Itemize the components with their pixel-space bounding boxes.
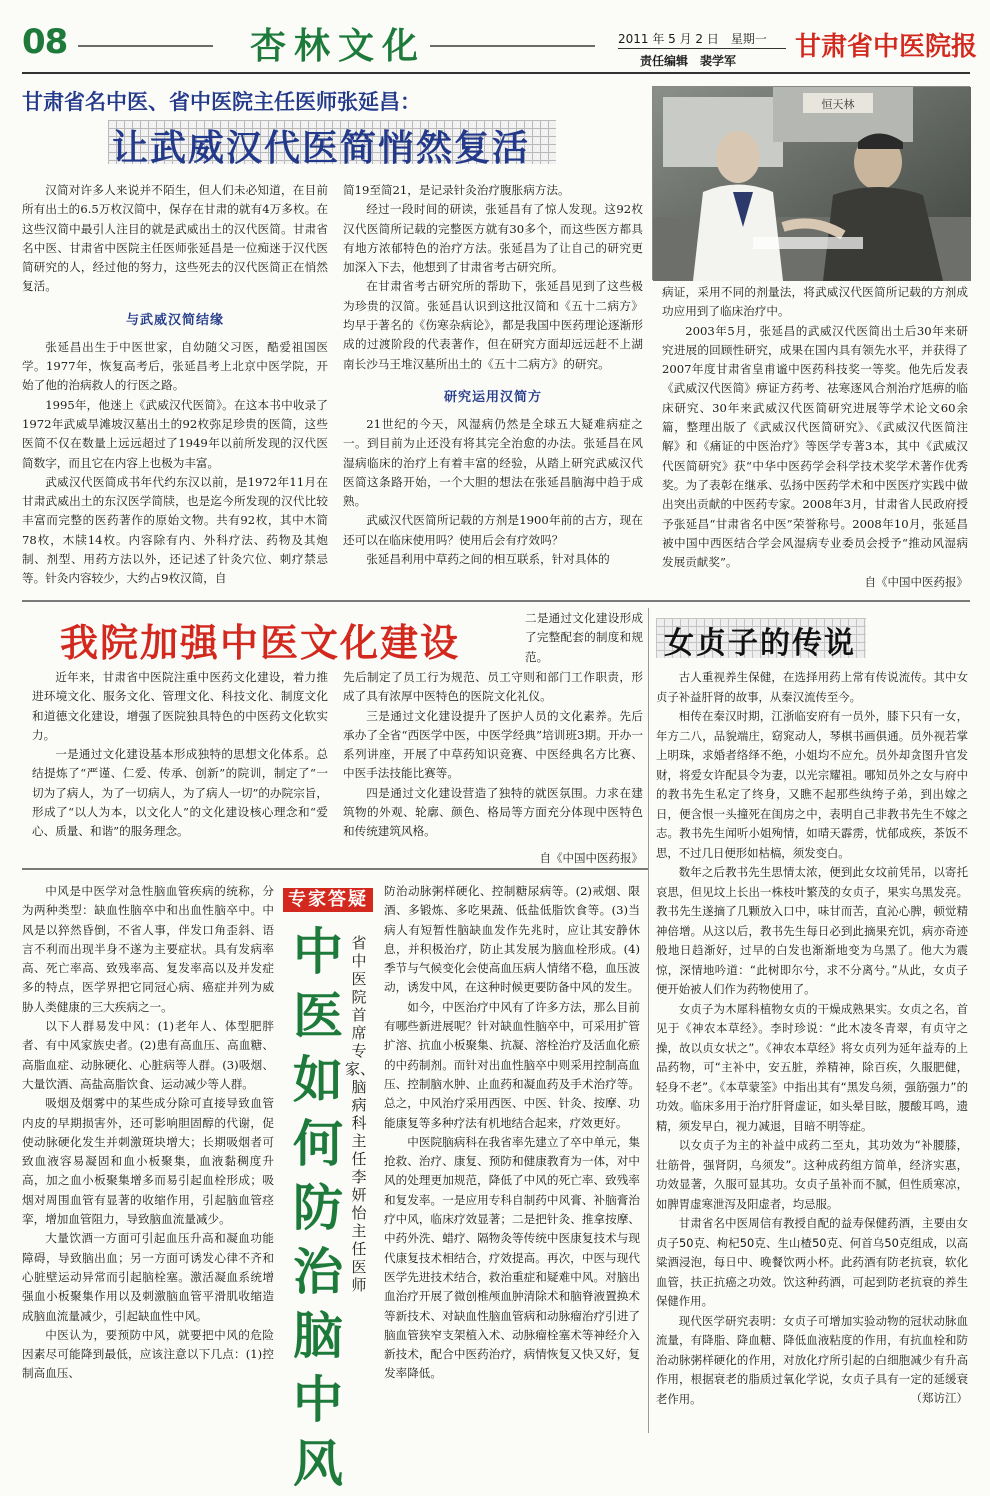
editor-credit: 责任编辑 裴学军 [640,54,737,68]
article2-title: 我院加强中医文化建设 [60,621,461,665]
a3-col2-para-1: 防治动脉粥样硬化、控制糖尿病等。(2)戒烟、限酒、多锻炼、多吃果蔬、低盐低脂饮食等。(3)当病人有短暂性脑缺血发作先兆时，应让其安静休息，并积极治疗，防止其发展为脑血栓形成。(4)季节与气候变化会使高血压病人情绪不稳，血压波动，诱发中风，在这种时候更要防备中风的发生。 [384,884,640,995]
a1-col1b-para-3: 武威汉代医简成书年代约东汉以前，是1972年11月在甘肃武威出土的东汉医学简牍，也是迄今所发现的汉代比较丰富而完整的医药著作的原始文物。共有92枚，其中木简78枚，木牍14枚。内容除有内、外科疗法、药物及其炮制、剂型、用药方法以外，还记述了针灸穴位、刺疗禁忌等。针灸内容较少，大约占9枚汉简，自 [22,474,328,586]
article3-byline: 省中医院首席专家、脑病科主任 李妍怡主任医师 [345,934,382,1294]
article1-column-3 [662,283,968,590]
a4-para-1: 古人重视养生保健，在选择用药上常有传说流传。其中女贞子补益肝肾的故事，从秦汉流传至今。 [656,670,968,704]
article1-column-2 [343,181,643,569]
a2-col2-para-2: 三是通过文化建设提升了医护人员的文化素养。先后承办了全省“西医学中医，中医学经典”培训班3期。开办一系列讲座，开展了中草药知识竞赛、中医经典名方比赛、中医手法技能比赛等。 [343,708,643,781]
masthead-rule-left [78,45,213,47]
a4-para-6: 甘肃省名中医周信有教授自配的益寿保健药酒，主要由女贞子50克、枸杞50克、生山楂50克、何首乌50克组成，以高粱酒浸泡，每日中、晚餐饮两小杯。此药酒有防老抗衰，软化血管，扶正抗癌之功效。饮这种药酒，可起到防老抗衰的养生保健作用。 [656,1216,968,1308]
a3-col2-para-2: 如今，中医治疗中风有了许多方法，那么目前有哪些新进展呢？针对缺血性脑卒中，可采用扩管扩溶、抗血小板聚集、抗凝、溶栓治疗及活血化瘀的中药制剂。而针对出血性脑卒中则采用控制高血压、控制脑水肿、止血药和凝血药及手术治疗等。总之，中风治疗采用西医、中医、针灸、按摩、功能康复等多种疗法有机地结合起来，疗效更好。 [384,999,640,1130]
a1-col2-para-2: 经过一段时间的研读，张延昌有了惊人发现。这92枚汉代医简所记载的完整医方就有30多个，而这些医方都具有地方浓郁特色的治疗方法。张延昌为了让自己的研究更加深入下去，他想到了甘肃省考古研究所。 [343,202,643,275]
a4-para-3: 数年之后教书先生思情太浓，便到此女坟前凭吊，以寄托哀思，但见坟上长出一株枝叶繁茂的女贞子，果实乌黑发亮。教书先生遂摘了几颗放入口中，味甘而苦，直沁心脾，顿觉精神倍增。从这以后，教书先生每日必到此摘果充饥，病亦奇迹般地日趋渐好，过早的白发也渐渐地变为乌黑了。他大为震惊，深情地吟道：“此树即尔兮，求不分离兮。”从此，女贞子便开始被人们作为药物使用了。 [656,865,968,996]
article2-column-2 [343,668,643,866]
article3-column-2 [384,882,640,1384]
article1-subhead-1: 与武威汉简结缘 [125,312,224,328]
a1-col1-para-1: 汉简对许多人来说并不陌生，但人们未必知道，在目前所有出土的6.5万枚汉简中，保存在甘肃的就有4万多枚。在这些汉简中最引人注目的就是武威出土的汉代医简。甘肃省名中医、甘肃省中医院主任医师张延昌是一位痴迷于汉代医简研究的人，经过他的努力，这些死去的汉代医简正在悄然复活。 [22,183,328,294]
masthead-rule-right [430,45,595,47]
article2-col2-top: 二是通过文化建设形成了完整配套的制度和规范。 [525,611,643,664]
a1-col2-para-3: 在甘肃省考古研究所的帮助下，张延昌见到了这些极为珍贵的汉简。张延昌认识到这批汉简和《五十二病方》均早于著名的《伤寒杂病论》，都是我国中医药理论逐渐形成的过渡阶段的代表著作，但在研究方面却远远赶不上湖南长沙马王堆汉墓所出土的《五十二病方》的研究。 [343,279,643,371]
article3-column-1 [22,882,274,1384]
a1-col3-para-2: 2003年5月，张延昌的武威汉代医简出土后30年来研究进展的回顾性研究，成果在国内具有领先水平，并获得了2007年度甘肃省皇甫谧中医药科技奖一等奖。他先后发表《武威汉代医简》痹证方药考、祛寒逐风合剂治疗尪痹的临床研究、30年来武威汉代医简研究进展等学术论文60余篇，整理出版了《武威汉代医简研究》、《武威汉代医简注解》和《痛证的中医治疗》等医学专著3本，其中《武威汉代医简研究》获“中华中医药学会科学技术奖学术著作优秀奖。为了表彰在继承、弘扬中医药学术和中医医疗实践中做出突出贡献的中医药专家。2008年3月，甘肃省人民政府授予张延昌“甘肃省名中医”荣誉称号。2008年10月，张延昌被中国中西医结合学会风湿病专业委员会授予“推动风湿病发展贡献奖”。 [662,323,968,570]
a4-para-5: 以女贞子为主的补益中成药二至丸，其功效为“补腰膝，壮筋骨，强肾阴，乌须发”。这种成药组方简单，经济实惠，功效显著，久服可显其功。女贞子虽补而不腻，但性质寒凉，如脾胃虚寒泄泻及阳虚者，均忌服。 [656,1138,968,1211]
article3-badge: 专家答疑 [283,888,373,912]
a3-col1-para-1: 中风是中医学对急性脑血管疾病的统称，分为两种类型：缺血性脑卒中和出血性脑卒中。中风是以猝然昏倒，不省人事，伴发口角歪斜、语言不利而出现半身不遂为主要症状。具有发病率高、死亡率高、致残率高、复发率高以及并发症多的特点，医学界把它同冠心病、癌症并列为威胁人类健康的三大疾病之一。 [22,884,274,1014]
article1-kicker: 甘肃省名中医、省中医院主任医师张延昌： [22,90,421,114]
a1-col2b-para-3: 张延昌利用中草药之间的相互联系，针对具体的 [366,552,610,567]
issue-date: 2011 年 5 月 2 日 星期一 [618,32,767,46]
article2-source: 自《中国中医药报》 [539,850,643,865]
date-divider [618,48,786,49]
masthead-bottom-rule [22,72,970,74]
a4-para-4: 女贞子为木犀科植物女贞的干燥成熟果实。女贞之名，首见于《神农本草经》。李时珍说：“此木凌冬青翠，有贞守之操，故以贞女状之”。《神农本草经》将女贞列为延年益寿的上品药物，可“主补中，安五脏，养精神，除百疾，久服肥健，轻身不老”。《本草蒙筌》中指出其有“黑发乌须，强筋强力”的功效。临床多用于治疗肝肾虚证，如头晕目眩，腰酸耳鸣，遗精，须发早白，视力减退，目暗不明等症。 [656,1001,968,1133]
a4-para-7: 现代医学研究表明：女贞子可增加实验动物的冠状动脉血流量，有降脂、降血糖、降低血液粘度的作用，有抗血栓和防治动脉粥样硬化的作用，对放化疗所引起的白细胞减少有升高作用，根据衰老的脂质过氧化学说，女贞子具有一定的延缓衰老作用。 [656,1313,968,1406]
page-number: 08 [22,22,68,62]
a3-col2-para-3: 中医院脑病科在我省率先建立了卒中单元，集抢救、治疗、康复、预防和健康教育为一体，对中风的处理更加规范，降低了中风的死亡率、致残率和复发率。一是应用专科自制药中风膏、补脑膏治疗中风，临床疗效显著；二是把针灸、推拿按摩、中药外洗、蜡疗、隔物灸等传统中医康复技术与现代康复技术相结合，疗效提高。再次，中医与现代医学先进技术结合，救治重症和疑难中风。对脑出血治疗开展了微创椎颅血肿清除术和脑脊液置换术等新技术、对缺血性脑血管病和动脉瘤治疗引进了脑血管狭窄支架植入术、动脉瘤栓塞术等神经介入新技术，配合中医药治疗，病情恢复又快又好，复发率降低。 [384,1134,640,1381]
article4-author: （郑访江） [910,1391,968,1405]
article1-subhead-2: 研究运用汉简方 [443,389,542,405]
article1-title: 让武威汉代医简悄然复活 [112,127,531,169]
a1-col2b-para-1: 21世纪的今天，风湿病仍然是全球五大疑难病症之一。到目前为止还没有将其完全治愈的办法。张延昌在风湿病临床的治疗上有着丰富的经验，从踏上研究武威汉代医简这条路开始，一个大胆的想法在张延昌脑海中趋于成熟。 [343,416,643,509]
section-divider-2 [22,868,648,870]
a3-col1b-para-1: 以下人群易发中风：(1)老年人、体型肥胖者、有中风家族史者。(2)患有高血压、高血糖、高脂血症、动脉硬化、心脏病等人群。(3)吸烟、大量饮酒、高盐高脂饮食、运动减少等人群。 [22,1019,274,1091]
a2-col1-para-1: 近年来，甘肃省中医院注重中医药文化建设，着力推进环境文化、服务文化、管理文化、科技文化、制度文化和道德文化建设，增强了医院独具特色的中医药文化软实力。 [32,670,328,742]
article4-title: 女贞子的传说 [664,626,856,661]
section-divider-1 [22,600,970,602]
article3-title: 中医如何防治脑中风 [293,923,343,1493]
a1-col2-para-1: 简19至简21，是记录针灸治疗腹胀病方法。 [343,183,570,197]
a2-col2-para-1: 先后制定了员工行为规范、员工守则和部门工作职责，形成了具有浓厚中医特色的医院文化礼仪。 [343,670,643,704]
a1-col3-para-1: 病证，采用不同的剂量法，将武威汉代医简所记载的方剂成功应用到了临床治疗中。 [662,285,968,319]
a2-col2-para-3: 四是通过文化建设营造了独特的就医氛围。力求在建筑物的外观、轮廓、颜色、格局等方面充分体现中医特色和传统建筑风格。 [343,785,643,839]
article2-column-1 [32,668,328,842]
a1-col2b-para-2: 武威汉代医简所记载的方剂是1900年前的古方，现在还可以在临床使用吗？使用后会有疗效吗？ [343,513,643,547]
a1-col1b-para-1: 张延昌出生于中医世家，自幼随父习医，酷爱祖国医学。1977年，恢复高考后，张延昌考上北京中医学院，开始了他的治病救人的行医之路。 [22,339,328,393]
newspaper-name: 甘肃省中医院报 [795,32,978,62]
a3-col1c-para-1: 大量饮酒一方面可引起血压升高和凝血功能障碍，导致脑出血；另一方面可诱发心律不齐和心脏壁运动异常而引起脑栓塞。激活凝血系统增强血小板聚集作用以及刺激脑血管平滑肌收缩造成脑血流量减少，引起缺血性中风。 [22,1231,274,1323]
photo-sign: 恒天林 [821,98,855,111]
article4-body [656,668,968,1406]
article1-column-1 [22,181,328,589]
article1-source: 自《中国中医药报》 [864,575,968,590]
article1-photo [652,86,970,280]
a2-col1-para-2: 一是通过文化建设基本形成独特的思想文化体系。总结提炼了“严谨、仁爱、传承、创新”的院训，制定了“一切为了病人，为了一切病人，为了病人一切”的办院宗旨，形成了“以人为本，以文化人”的文化建设核心理念和“爱心、质量、和谐”的服务理念。 [32,747,328,839]
section-title: 杏林文化 [250,25,427,67]
a3-col1b-para-2: 吸烟及烟雾中的某些成分除可直接导致血管内皮的早期损害外，还可影响胆固醇的代谢，促使动脉硬化发生并刺激斑块增大；长期吸烟者可致血液容易凝固和血小板聚集，血液黏稠度升高，加之血小板聚集增多而易引起血栓形成；吸烟对周围血管有显著的收缩作用，引起脑血管痉挛，增加血管阻力，导致脑血流量减少。 [22,1096,274,1227]
a3-col1c-para-2: 中医认为，要预防中风，就要把中风的危险因素尽可能降到最低，应该注意以下几点：(1)控制高血压、 [22,1327,274,1381]
vertical-divider [648,608,649,1433]
a1-col1b-para-2: 1995年，他迷上《武威汉代医简》。在这本书中收录了1972年武威旱滩坡汉墓出土的92枚弥足珍贵的医简，这些医简不仅在数量上远远超过了1949年以前所发现的汉代医简数字，而且它在内容上也极为丰富。 [22,397,328,470]
a4-para-2: 相传在秦汉时期，江浙临安府有一员外，膝下只有一女，年方二八，品貌端庄，窈窕动人，琴棋书画俱通。员外视若掌上明珠，求婚者络绎不绝，小姐均不应允。员外却贪图升官发财，将爱女许配县令为妻，以光宗耀祖。哪知员外之女与府中的教书先生私定了终身，又瞧不起那些纨绔子弟，到出嫁之日，便含恨一头撞死在闺房之中，表明自己非教书先生不嫁之志。教书先生闻听小姐殉情，如晴天霹雳，忧郁成疾，茶饭不思，不过几日便形如枯槁，须发变白。 [656,709,968,860]
clinic-photo-image [653,87,971,281]
